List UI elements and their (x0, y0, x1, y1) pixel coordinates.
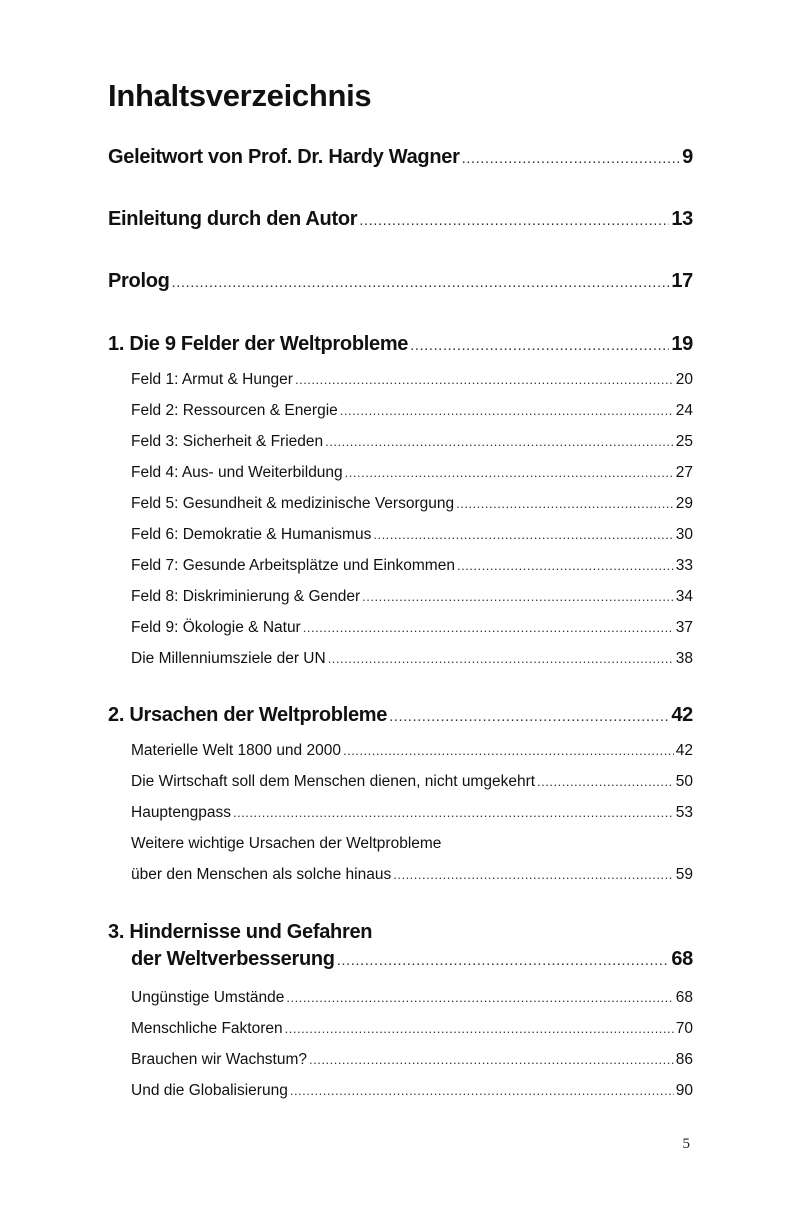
toc-subentry[interactable] (131, 588, 693, 606)
toc-entry-page: 33 (675, 557, 693, 574)
leader-dots (537, 774, 674, 789)
toc-entry-page: 42 (671, 704, 693, 726)
toc-entry-label: Brauchen wir Wachstum? (131, 1051, 308, 1068)
toc-subentry[interactable] (131, 804, 693, 822)
toc-entry-page: 25 (675, 433, 693, 450)
toc-entry-page: 29 (675, 495, 693, 512)
toc-entry-page: 13 (671, 208, 693, 230)
toc-subentry[interactable] (131, 1082, 693, 1100)
toc-subentry[interactable] (131, 464, 693, 482)
toc-subentry[interactable] (131, 866, 693, 884)
toc-subentry[interactable] (131, 371, 693, 389)
toc-subentry[interactable] (131, 650, 693, 668)
toc-subentry[interactable] (131, 402, 693, 420)
leader-dots (172, 274, 670, 291)
leader-dots (233, 805, 674, 820)
toc-entry-label: Die Millenniumsziele der UN (131, 650, 326, 667)
toc-entry-label: der Weltverbesserung (131, 948, 335, 970)
toc-chapter-3[interactable] (108, 948, 693, 971)
page-number: 5 (682, 1136, 690, 1152)
leader-dots (328, 651, 674, 666)
toc-subentry-first-line: Weitere wichtige Ursachen der Weltprobleme (131, 835, 442, 852)
toc-entry-label: 2. Ursachen der Weltprobleme (108, 704, 388, 726)
toc-entry-label: Feld 4: Aus- und Weiterbildung (131, 464, 343, 481)
leader-dots (393, 867, 674, 882)
toc-entry-page: 34 (675, 588, 693, 605)
toc-entry-label: Feld 3: Sicherheit & Frieden (131, 433, 324, 450)
leader-dots (462, 150, 681, 167)
toc-entry-label: Feld 9: Ökologie & Natur (131, 619, 301, 636)
leader-dots (345, 465, 674, 480)
leader-dots (337, 952, 670, 969)
toc-entry-label: Und die Globalisierung (131, 1082, 288, 1099)
page-title: Inhaltsverzeichnis (108, 78, 372, 113)
toc-entry-page: 70 (675, 1020, 693, 1037)
toc-entry-label: Feld 2: Ressourcen & Energie (131, 402, 338, 419)
leader-dots (309, 1052, 674, 1067)
toc-entry-page: 9 (682, 146, 693, 168)
toc-entry-page: 19 (671, 333, 693, 355)
toc-entry-page: 68 (671, 948, 693, 970)
toc-chapter-1[interactable] (108, 333, 693, 356)
leader-dots (410, 337, 669, 354)
toc-entry-label: Einleitung durch den Autor (108, 208, 358, 230)
toc-entry-label: Geleitwort von Prof. Dr. Hardy Wagner (108, 146, 460, 168)
toc-subentry[interactable] (131, 433, 693, 451)
toc-entry-label: Feld 1: Armut & Hunger (131, 371, 293, 388)
toc-entry-page: 37 (675, 619, 693, 636)
toc-entry-page: 86 (675, 1051, 693, 1068)
leader-dots (362, 589, 674, 604)
toc-entry-prolog[interactable] (108, 270, 693, 293)
toc-entry-page: 59 (675, 866, 693, 883)
toc-chapter-3-first-line: 3. Hindernisse und Gefahren (108, 921, 373, 943)
toc-entry-page: 90 (675, 1082, 693, 1099)
toc-entry-label: Menschliche Faktoren (131, 1020, 283, 1037)
toc-entry-page: 42 (675, 742, 693, 759)
toc-entry-page: 20 (675, 371, 693, 388)
toc-entry-page: 38 (675, 650, 693, 667)
leader-dots (457, 558, 674, 573)
leader-dots (340, 403, 674, 418)
toc-entry-label: Feld 7: Gesunde Arbeitsplätze und Einkommen (131, 557, 455, 574)
leader-dots (373, 527, 673, 542)
toc-entry-page: 24 (675, 402, 693, 419)
toc-subentry[interactable] (131, 1051, 693, 1069)
toc-entry-page: 30 (675, 526, 693, 543)
toc-page (108, 0, 693, 1211)
leader-dots (359, 212, 669, 229)
toc-entry-page: 27 (675, 464, 693, 481)
toc-entry-page: 50 (675, 773, 693, 790)
toc-entry-label: Ungünstige Umstände (131, 989, 285, 1006)
toc-entry-label: Feld 6: Demokratie & Humanismus (131, 526, 372, 543)
toc-chapter-2[interactable] (108, 704, 693, 727)
toc-entry-label: Hauptengpass (131, 804, 231, 821)
toc-entry-foreword[interactable] (108, 146, 693, 169)
toc-entry-label: Materielle Welt 1800 und 2000 (131, 742, 341, 759)
toc-subentry[interactable] (131, 557, 693, 575)
leader-dots (285, 1021, 674, 1036)
leader-dots (295, 372, 674, 387)
toc-entry-label: Feld 8: Diskriminierung & Gender (131, 588, 361, 605)
toc-subentry[interactable] (131, 989, 693, 1007)
toc-entry-introduction[interactable] (108, 208, 693, 231)
toc-entry-label: 1. Die 9 Felder der Weltprobleme (108, 333, 409, 355)
toc-subentry[interactable] (131, 1020, 693, 1038)
toc-entry-page: 17 (671, 270, 693, 292)
toc-entry-label: Prolog (108, 270, 170, 292)
toc-entry-label: über den Menschen als solche hinaus (131, 866, 392, 883)
leader-dots (286, 990, 673, 1005)
leader-dots (389, 708, 669, 725)
toc-subentry[interactable] (131, 619, 693, 637)
leader-dots (343, 743, 674, 758)
toc-subentry[interactable] (131, 773, 693, 791)
toc-entry-page: 68 (675, 989, 693, 1006)
leader-dots (325, 434, 674, 449)
leader-dots (290, 1083, 674, 1098)
toc-subentry[interactable] (131, 742, 693, 760)
leader-dots (303, 620, 674, 635)
toc-entry-label: Feld 5: Gesundheit & medizinische Versorgung (131, 495, 455, 512)
toc-subentry[interactable] (131, 526, 693, 544)
toc-entry-label: Die Wirtschaft soll dem Menschen dienen, nicht umgekehrt (131, 773, 536, 790)
leader-dots (456, 496, 674, 511)
toc-subentry[interactable] (131, 495, 693, 513)
toc-entry-page: 53 (675, 804, 693, 821)
